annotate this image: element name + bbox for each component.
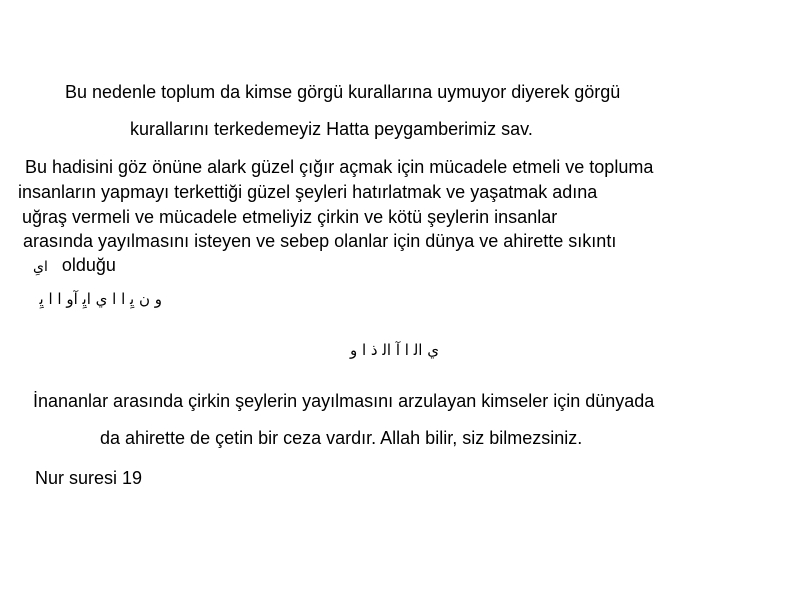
translation-line2: da ahirette de çetin bir ceza vardır. Allah bilir, siz bilmezsiniz. xyxy=(100,428,583,448)
paragraph2-line4: arasında yayılmasını isteyen ve sebep olanlar için dünya ve ahirette sıkıntı xyxy=(23,231,617,251)
paragraph2-line2: insanların yapmayı terkettiği güzel şeyleri hatırlatmak ve yaşatmak adına xyxy=(18,182,598,202)
arabic-verse-line1: ﻭ ﻥ ﻳِ ﺍ ﺍ ﻱ ﺍﻳِ ﺁﻭ ﺍ ﺍ ﻳِ xyxy=(39,290,162,308)
arabic-verse-line2: ﻱ ﺍﻟ ﺍ ﺁ ﺍﻟ ﺫ ﺍ ﻭ xyxy=(349,341,439,359)
source-reference: Nur suresi 19 xyxy=(35,468,143,488)
translation-line1: İnananlar arasında çirkin şeylerin yayılmasını arzulayan kimseler için dünyada xyxy=(33,391,655,411)
paragraph1-line1: Bu nedenle toplum da kimse görgü kurallarına uymuyor diyerek görgü xyxy=(65,82,621,102)
paragraph1-line2: kurallarını terkedemeyiz Hatta peygamberimiz sav. xyxy=(130,119,533,139)
paragraph2-line3: uğraş vermeli ve mücadele etmeliyiz çirkin ve kötü şeylerin insanlar xyxy=(22,207,558,227)
paragraph2-line5-text: olduğu xyxy=(61,255,116,275)
paragraph2-line1: Bu hadisini göz önüne alark güzel çığır açmak için mücadele etmeli ve topluma xyxy=(25,157,654,177)
paragraph2-arabic-fragment: ﺍیِ xyxy=(33,259,48,275)
paragraph2-line5 xyxy=(33,254,116,278)
